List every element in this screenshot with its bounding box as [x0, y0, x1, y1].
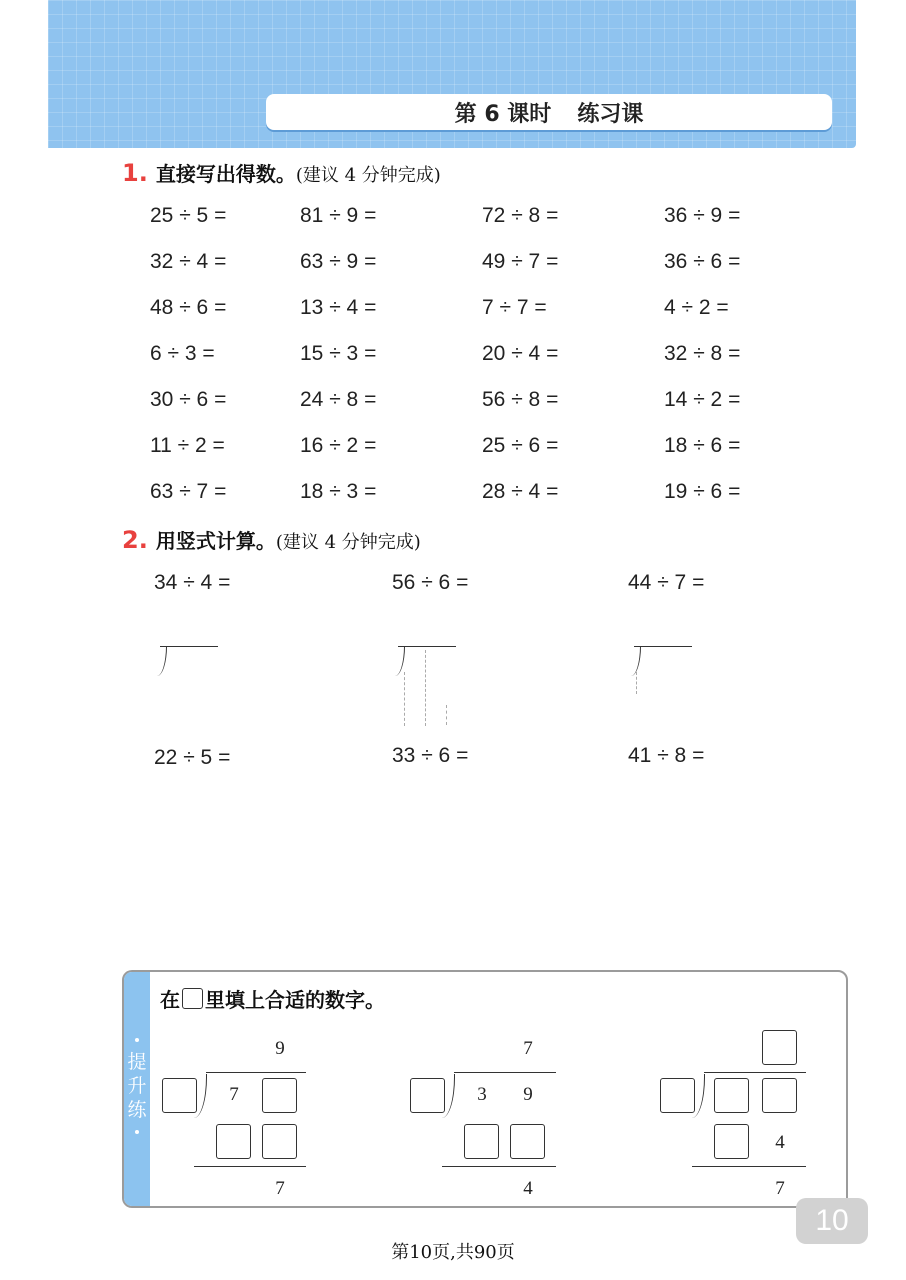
remainder-digit: 4: [523, 1178, 533, 1199]
long-division-bracket: [160, 646, 218, 679]
product-blank[interactable]: [464, 1124, 499, 1159]
oral-problem: 56 ÷ 8 =: [482, 388, 559, 411]
remainder-digit: 7: [775, 1178, 785, 1199]
oral-problem: 25 ÷ 6 =: [482, 434, 559, 457]
dividend-digit: 7: [229, 1084, 239, 1105]
oral-problem: 18 ÷ 6 =: [664, 434, 741, 457]
divisor-blank[interactable]: [162, 1078, 197, 1113]
oral-problem: 7 ÷ 7 =: [482, 296, 547, 319]
oral-problem: 13 ÷ 4 =: [300, 296, 377, 319]
oral-problem: 36 ÷ 9 =: [664, 204, 741, 227]
oral-problem: 15 ÷ 3 =: [300, 342, 377, 365]
lesson-title-bar: [266, 94, 832, 130]
product-blank[interactable]: [510, 1124, 545, 1159]
remainder-digit: 7: [275, 1178, 285, 1199]
division-bracket: [692, 1074, 705, 1118]
oral-problem: 19 ÷ 6 =: [664, 480, 741, 503]
practice-instruction: 在 里填上合适的数字。: [160, 988, 385, 1012]
product-blank[interactable]: [216, 1124, 251, 1159]
subtraction-line: [194, 1166, 306, 1167]
section-2-heading: [122, 525, 421, 554]
quotient-digit: 7: [523, 1038, 533, 1059]
subtraction-line: [442, 1166, 556, 1167]
section-1-title: 直接写出得数。: [155, 162, 296, 186]
oral-problem: 49 ÷ 7 =: [482, 250, 559, 273]
division-bracket: [442, 1074, 455, 1118]
side-tab: [124, 972, 150, 1206]
product-blank[interactable]: [262, 1124, 297, 1159]
vertical-problem: 56 ÷ 6 =: [392, 571, 469, 594]
oral-problem: 20 ÷ 4 =: [482, 342, 559, 365]
faint-mark: [636, 672, 637, 694]
oral-problem: 32 ÷ 8 =: [664, 342, 741, 365]
blank-box-icon: [182, 988, 203, 1009]
section-1-number: 1.: [122, 159, 148, 187]
oral-problem: 6 ÷ 3 =: [150, 342, 215, 365]
dividend-blank[interactable]: [714, 1078, 749, 1113]
oral-problem: 63 ÷ 9 =: [300, 250, 377, 273]
vertical-problem: 33 ÷ 6 =: [392, 744, 469, 767]
oral-problem: 11 ÷ 2 =: [150, 434, 225, 457]
oral-problem: 24 ÷ 8 =: [300, 388, 377, 411]
long-division-bracket: [634, 646, 692, 679]
division-bracket: [194, 1074, 207, 1118]
side-tab-label: 提 升 练: [127, 1051, 147, 1121]
dividend-blank[interactable]: [262, 1078, 297, 1113]
dividend-digit: 3: [477, 1084, 487, 1105]
long-division-bracket: [398, 646, 456, 679]
faint-mark: [404, 672, 405, 726]
vertical-problem: 22 ÷ 5 =: [154, 746, 231, 769]
oral-problem: 25 ÷ 5 =: [150, 204, 227, 227]
vertical-problem: 34 ÷ 4 =: [154, 571, 231, 594]
section-1-heading: [122, 158, 441, 187]
oral-problem: 32 ÷ 4 =: [150, 250, 227, 273]
vertical-problem: 41 ÷ 8 =: [628, 744, 705, 767]
practice-panel: [122, 970, 848, 1208]
divisor-blank[interactable]: [660, 1078, 695, 1113]
oral-problem: 48 ÷ 6 =: [150, 296, 227, 319]
oral-problem: 18 ÷ 3 =: [300, 480, 377, 503]
faint-mark: [425, 650, 426, 726]
subtraction-line: [692, 1166, 806, 1167]
page-number-badge: 10: [796, 1198, 868, 1244]
division-bar: [206, 1072, 306, 1073]
divisor-blank[interactable]: [410, 1078, 445, 1113]
vertical-problem: 44 ÷ 7 =: [628, 571, 705, 594]
oral-problem: 36 ÷ 6 =: [664, 250, 741, 273]
quotient-blank[interactable]: [762, 1030, 797, 1065]
oral-problem: 30 ÷ 6 =: [150, 388, 227, 411]
section-2-title: 用竖式计算。: [155, 529, 276, 553]
division-bar: [454, 1072, 556, 1073]
oral-problem: 72 ÷ 8 =: [482, 204, 559, 227]
oral-problem: 81 ÷ 9 =: [300, 204, 377, 227]
oral-problem: 28 ÷ 4 =: [482, 480, 559, 503]
faint-mark: [446, 705, 447, 725]
dividend-digit: 9: [523, 1084, 533, 1105]
product-digit: 4: [775, 1132, 785, 1153]
oral-problem: 14 ÷ 2 =: [664, 388, 741, 411]
section-2-number: 2.: [122, 526, 148, 554]
lesson-title: 练习课: [577, 101, 644, 127]
quotient-digit: 9: [275, 1038, 285, 1059]
oral-problem: 16 ÷ 2 =: [300, 434, 377, 457]
page-indicator: 第10页,共90页: [391, 1242, 515, 1263]
division-bar: [704, 1072, 806, 1073]
oral-problem: 4 ÷ 2 =: [664, 296, 729, 319]
section-1-note: (建议 4 分钟完成): [295, 165, 441, 186]
section-2-note: (建议 4 分钟完成): [275, 532, 421, 553]
dividend-blank[interactable]: [762, 1078, 797, 1113]
product-blank[interactable]: [714, 1124, 749, 1159]
oral-problem: 63 ÷ 7 =: [150, 480, 227, 503]
lesson-number: 第 6 课时: [454, 101, 552, 127]
